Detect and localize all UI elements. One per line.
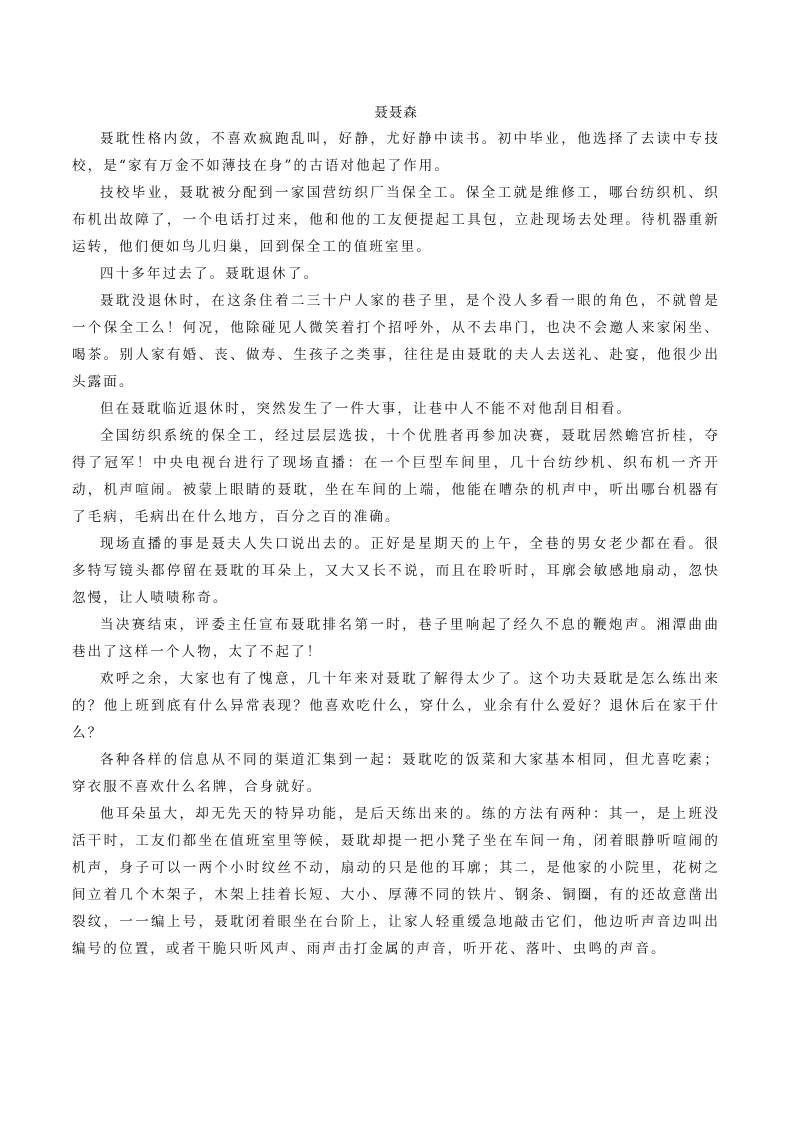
paragraph-2: 技校毕业，聂耽被分配到一家国营纺织厂当保全工。保全工就是维修工，哪台纺织机、织布机出故障了，一个电话打过来，他和他的工友便提起工具包，立赴现场去处理。待机器重新运转，他们便如鸟儿归巢，回到保全工的值班室里。	[72, 185, 720, 255]
paragraph-3: 四十多年过去了。聂耽退休了。	[100, 266, 320, 282]
document-title: 聂聂森	[374, 105, 418, 121]
paragraph-6: 全国纺织系统的保全工，经过层层选拔，十个优胜者再参加决赛，聂耽居然蟾宫折桂，夺得了冠军！中央电视台进行了现场直播：在一个巨型车间里，几十台纺纱机、织布机一齐开动，机声喧闹。被蒙上眼睛的聂耽，坐在车间的上端，他能在嘈杂的机声中，听出哪台机器有了毛病，毛病出在什么地方，百分之百的准确。	[72, 428, 720, 525]
paragraph-4: 聂耽没退休时，在这条住着二三十户人家的巷子里，是个没人多看一眼的角色，不就曾是一个保全工么！何况，他除碰见人微笑着打个招呼外，从不去串门，也决不会邀人来家闲坐、喝茶。别人家有婚、丧、做寿、生孩子之类事，往往是由聂耽的夫人去送礼、赴宴，他很少出头露面。	[72, 293, 720, 390]
paragraph-8: 当决赛结束，评委主任宣布聂耽排名第一时，巷子里响起了经久不息的鞭炮声。湘潭曲曲巷出了这样一个人物，太了不起了！	[72, 617, 720, 660]
paragraph-10: 各种各样的信息从不同的渠道汇集到一起：聂耽吃的饭菜和大家基本相同，但尤喜吃素；穿衣服不喜欢什么名牌，合身就好。	[72, 752, 720, 795]
document-page	[72, 100, 720, 963]
paragraph-5: 但在聂耽临近退休时，突然发生了一件大事，让巷中人不能不对他刮目相看。	[100, 401, 633, 417]
paragraph-7: 现场直播的事是聂夫人失口说出去的。正好是星期天的上午，全巷的男女老少都在看。很多特写镜头都停留在聂耽的耳朵上，又大又长不说，而且在聆听时，耳廓会敏感地扇动，忽快忽慢，让人啧啧称奇。	[72, 536, 720, 606]
paragraph-1: 聂耽性格内敛，不喜欢疯跑乱叫，好静，尤好静中读书。初中毕业，他选择了去读中专技校，是“家有万金不如薄技在身”的古语对他起了作用。	[72, 131, 720, 174]
paragraph-11: 他耳朵虽大，却无先天的特异功能，是后天练出来的。练的方法有两种：其一，是上班没活干时，工友们都坐在值班室里等候，聂耽却提一把小凳子坐在车间一角，闭着眼静听喧闹的机声，身子可以一两个小时纹丝不动，扇动的只是他的耳廓；其二，是他家的小院里，花树之间立着几个木架子，木架上挂着长短、大小、厚薄不同的铁片、钢条、铜圈，有的还故意凿出裂纹，一一编上号，聂耽闭着眼坐在台阶上，让家人轻重缓急地敲击它们，他边听声音边叫出编号的位置，或者干脆只听风声、雨声击打金属的声音，听开花、落叶、虫鸣的声音。	[72, 806, 720, 957]
paragraph-9: 欢呼之余，大家也有了愧意，几十年来对聂耽了解得太少了。这个功夫聂耽是怎么练出来的？他上班到底有什么异常表现？他喜欢吃什么，穿什么，业余有什么爱好？退休后在家干什么？	[72, 671, 720, 741]
